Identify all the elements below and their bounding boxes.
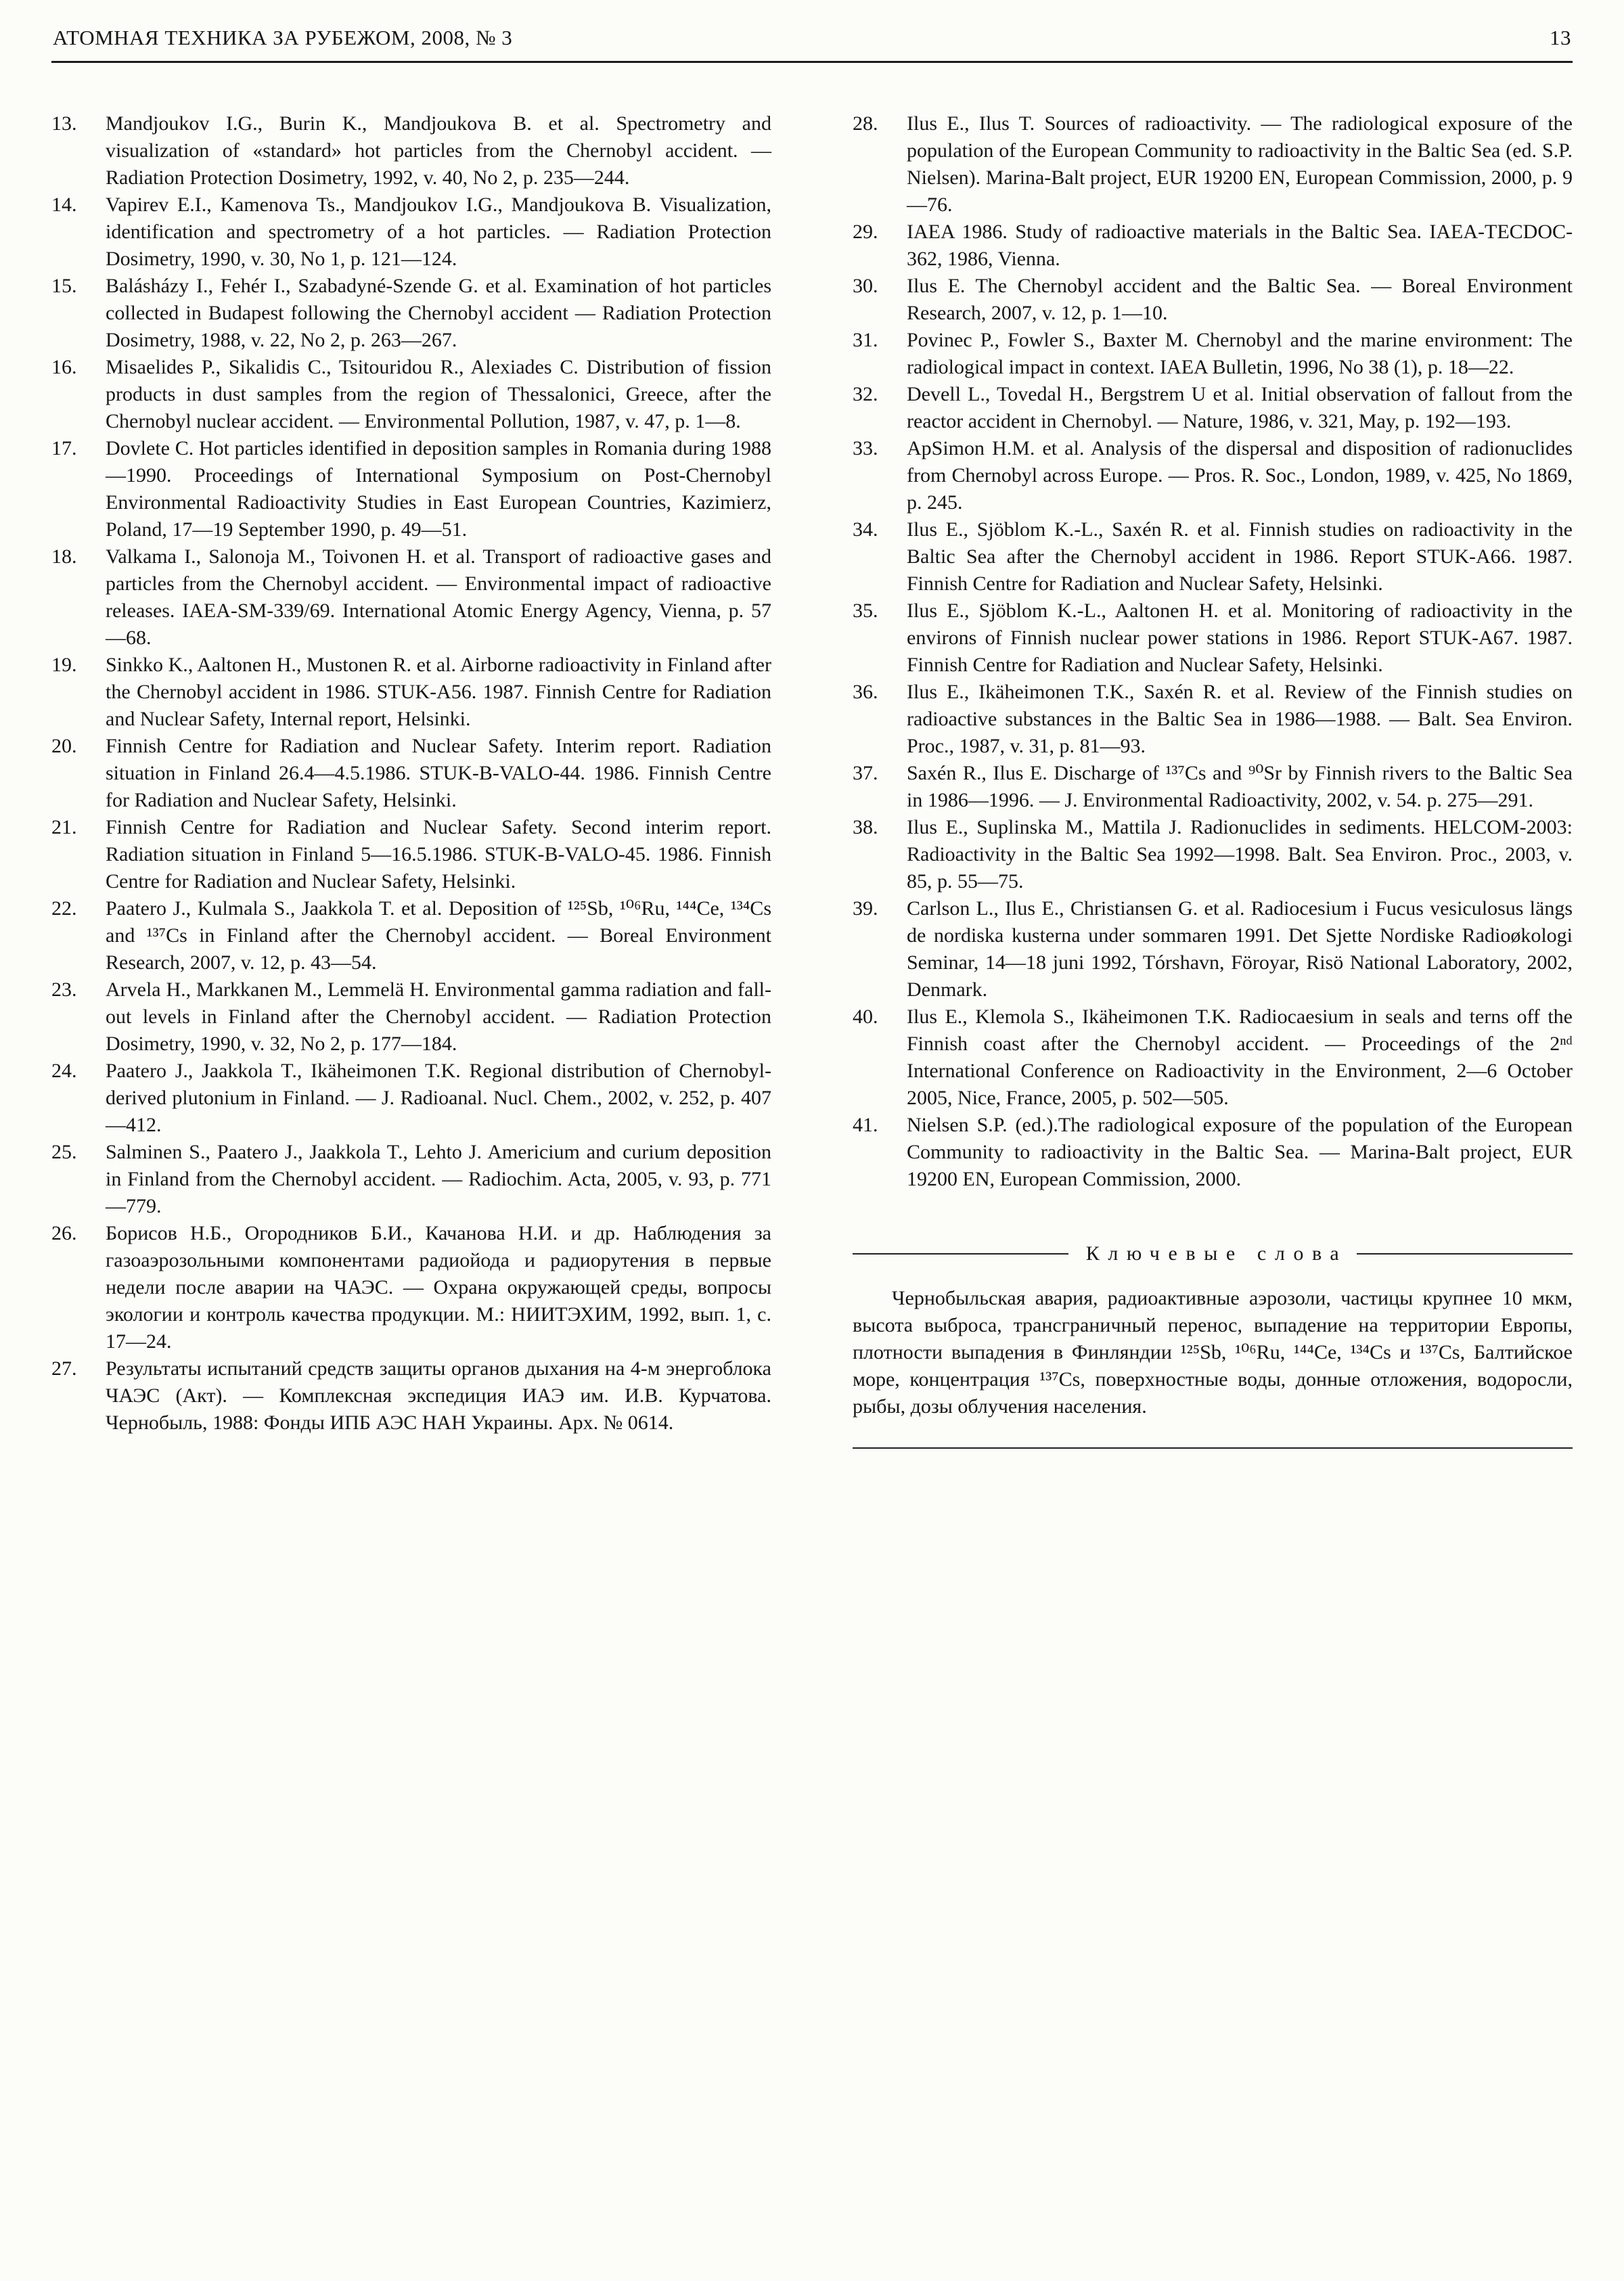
reference-item [51,1220,771,1355]
reference-number: 40. [853,1006,878,1028]
reference-item [51,976,771,1058]
reference-item [51,1355,771,1437]
reference-number: 18. [51,545,77,568]
reference-item [51,354,771,435]
reference-number: 25. [51,1141,77,1163]
keywords-rule-right [1357,1253,1573,1255]
end-of-article-rule [853,1447,1573,1449]
reference-number: 14. [51,194,77,216]
reference-text: Ilus E., Klemola S., Ikäheimonen T.K. Radiocaesium in seals and terns off the Finnish coast after the Chernobyl accident. — Proceedings of the 2ⁿᵈ International Conference on Radioactivity in the Environment, 2—6 October 2005, Nice, France, 2005, p. 502—505. [907,1006,1573,1109]
reference-text: Nielsen S.P. (ed.).The radiological exposure of the population of the European Community to radioactivity in the Baltic Sea. — Marina-Balt project, EUR 19200 EN, European Commission, 2000. [907,1114,1573,1190]
reference-number: 13. [51,112,77,135]
reference-number: 20. [51,735,77,757]
reference-text: Mandjoukov I.G., Burin K., Mandjoukova B. et al. Spectrometry and visualization of «standard» hot particles from the Chernobyl accident. — Radiation Protection Dosimetry, 1992, v. 40, No 2, p. 235—244. [106,112,771,189]
reference-text: IAEA 1986. Study of radioactive materials in the Baltic Sea. IAEA-TECDOC-362, 1986, Vienna. [907,221,1573,270]
reference-item [853,219,1573,273]
keywords-heading [853,1240,1573,1267]
reference-item [51,733,771,814]
reference-text: Arvela H., Markkanen M., Lemmelä H. Environmental gamma radiation and fall-out levels in Finland after the Chernobyl accident. — Radiation Protection Dosimetry, 1990, v. 32, No 2, p. 177—184. [106,978,771,1055]
reference-text: Ilus E. The Chernobyl accident and the Baltic Sea. — Boreal Environment Research, 2007, v. 12, p. 1—10. [907,275,1573,324]
reference-number: 33. [853,437,878,459]
reference-number: 36. [853,681,878,703]
reference-number: 28. [853,112,878,135]
reference-text: Sinkko K., Aaltonen H., Mustonen R. et al. Airborne radioactivity in Finland after the Chernobyl accident in 1986. STUK-A56. 1987. Finnish Centre for Radiation and Nuclear Safety, Internal report, Helsinki. [106,654,771,730]
reference-text: Ilus E., Ikäheimonen T.K., Saxén R. et al. Review of the Finnish studies on radioactive substances in the Baltic Sea in 1986—1988. — Balt. Sea Environ. Proc., 1987, v. 31, p. 81—93. [907,681,1573,757]
reference-item [853,679,1573,760]
reference-text: Carlson L., Ilus E., Christiansen G. et al. Radiocesium i Fucus vesiculosus längs de nordiska kusterna under sommaren 1991. Det Sjette Nordiske Radioøkologi Seminar, 14—18 juni 1992, Tórshavn, Föroyar, Risö National Laboratory, 2002, Denmark. [907,897,1573,1001]
reference-text: Ilus E., Suplinska M., Mattila J. Radionuclides in sediments. HELCOM-2003: Radioactivity in the Baltic Sea 1992—1998. Balt. Sea Environ. Proc., 2003, v. 85, p. 55—75. [907,816,1573,893]
reference-text: Devell L., Tovedal H., Bergstrem U et al. Initial observation of fallout from the reactor accident in Chernobyl. — Nature, 1986, v. 321, May, p. 192—193. [907,383,1573,432]
header-rule [51,61,1573,63]
reference-number: 34. [853,518,878,541]
reference-text: Результаты испытаний средств защиты органов дыхания на 4-м энергоблока ЧАЭС (Акт). — Комплексная экспедиция ИАЭ им. И.В. Курчатова. Чернобыль, 1988: Фонды ИПБ АЭС НАН Украины. Арх. № 0614. [106,1357,771,1434]
reference-number: 19. [51,654,77,676]
references-list [51,110,1573,1449]
reference-item [51,895,771,976]
reference-item [51,652,771,733]
reference-text: Ilus E., Ilus T. Sources of radioactivity. — The radiological exposure of the population of the European Community to radioactivity in the Baltic Sea (ed. S.P. Nielsen). Marina-Balt project, EUR 19200 EN, European Commission, 2000, p. 9—76. [907,112,1573,216]
keywords-section [853,1240,1573,1449]
reference-number: 37. [853,762,878,784]
reference-text: Salminen S., Paatero J., Jaakkola T., Lehto J. Americium and curium deposition in Finland from the Chernobyl accident. — Radiochim. Acta, 2005, v. 93, p. 771—779. [106,1141,771,1217]
reference-text: Povinec P., Fowler S., Baxter M. Chernobyl and the marine environment: The radiological impact in context. IAEA Bulletin, 1996, No 38 (1), p. 18—22. [907,329,1573,378]
reference-text: Finnish Centre for Radiation and Nuclear Safety. Interim report. Radiation situation in Finland 26.4—4.5.1986. STUK-B-VALO-44. 1986. Finnish Centre for Radiation and Nuclear Safety, Helsinki. [106,735,771,811]
reference-number: 31. [853,329,878,351]
page-number: 13 [1550,26,1571,49]
reference-number: 39. [853,897,878,920]
reference-text: Борисов Н.Б., Огородников Б.И., Качанова Н.И. и др. Наблюдения за газоаэрозольными компонентами радиойода и радиорутения в первые недели после аварии на ЧАЭС. — Охрана окружающей среды, вопросы экологии и контроль качества продукции. М.: НИИТЭХИМ, 1992, вып. 1, с. 17—24. [106,1222,771,1353]
reference-number: 26. [51,1222,77,1244]
page-header [51,18,1573,61]
reference-item [853,327,1573,381]
reference-item [853,814,1573,895]
reference-number: 41. [853,1114,878,1136]
reference-text: ApSimon H.M. et al. Analysis of the dispersal and disposition of radionuclides from Chernobyl across Europe. — Pros. R. Soc., London, 1989, v. 425, No 1869, p. 245. [907,437,1573,514]
references-column-right [853,110,1573,1449]
reference-item [853,435,1573,516]
reference-item [853,516,1573,597]
reference-number: 16. [51,356,77,378]
reference-item [51,543,771,652]
reference-item [853,1003,1573,1112]
reference-text: Ilus E., Sjöblom K.-L., Saxén R. et al. Finnish studies on radioactivity in the Baltic Sea after the Chernobyl accident in 1986. Report STUK-A66. 1987. Finnish Centre for Radiation and Nuclear Safety, Helsinki. [907,518,1573,595]
reference-text: Misaelides P., Sikalidis C., Tsitouridou R., Alexiades C. Distribution of fission products in dust samples from the region of Thessalonici, Greece, after the Chernobyl nuclear accident. — Environmental Pollution, 1987, v. 47, p. 1—8. [106,356,771,432]
reference-text: Saxén R., Ilus E. Discharge of ¹³⁷Cs and ⁹⁰Sr by Finnish rivers to the Baltic Sea in 1986—1996. — J. Environmental Radioactivity, 2002, v. 54. p. 275—291. [907,762,1573,811]
reference-text: Dovlete C. Hot particles identified in deposition samples in Romania during 1988—1990. Proceedings of International Symposium on Post-Chernobyl Environmental Radioactivity Studies in East European Countries, Kazimierz, Poland, 17—19 September 1990, p. 49—51. [106,437,771,541]
reference-number: 23. [51,978,77,1001]
reference-text: Vapirev E.I., Kamenova Ts., Mandjoukov I.G., Mandjoukova B. Visualization, identification and spectrometry of a hot particles. — Radiation Protection Dosimetry, 1990, v. 30, No 1, p. 121—124. [106,194,771,270]
reference-item [853,110,1573,219]
keywords-title: Ключевые слова [1085,1242,1348,1265]
reference-number: 17. [51,437,77,459]
reference-number: 35. [853,600,878,622]
reference-number: 24. [51,1060,77,1082]
reference-text: Finnish Centre for Radiation and Nuclear Safety. Second interim report. Radiation situation in Finland 5—16.5.1986. STUK-B-VALO-45. 1986. Finnish Centre for Radiation and Nuclear Safety, Helsinki. [106,816,771,893]
reference-number: 29. [853,221,878,243]
reference-text: Balásházy I., Fehér I., Szabadyné-Szende G. et al. Examination of hot particles collected in Budapest following the Chernobyl accident — Radiation Protection Dosimetry, 1988, v. 22, No 2, p. 263—267. [106,275,771,351]
reference-item [51,435,771,543]
reference-item [853,1112,1573,1193]
reference-number: 21. [51,816,77,838]
reference-item [853,597,1573,679]
reference-text: Valkama I., Salonoja M., Toivonen H. et al. Transport of radioactive gases and particles from the Chernobyl accident. — Environmental impact of radioactive releases. IAEA-SM-339/69. International Atomic Energy Agency, Vienna, p. 57—68. [106,545,771,649]
reference-number: 38. [853,816,878,838]
reference-number: 22. [51,897,77,920]
keywords-text: Чернобыльская авария, радиоактивные аэрозоли, частицы крупнее 10 мкм, высота выброса, трансграничный перенос, выпадение на территории Европы, плотности выпадения в Финляндии ¹²⁵Sb, ¹⁰⁶Ru, ¹⁴⁴Ce, ¹³⁴Cs и ¹³⁷Cs, Балтийское море, концентрация ¹³⁷Cs, поверхностные воды, донные отложения, водоросли, рыбы, дозы облучения населения. [853,1287,1573,1418]
reference-item [51,1139,771,1220]
reference-item [853,273,1573,327]
reference-number: 27. [51,1357,77,1380]
reference-item [853,381,1573,435]
reference-item [51,1058,771,1139]
reference-item [853,760,1573,814]
reference-text: Paatero J., Kulmala S., Jaakkola T. et al. Deposition of ¹²⁵Sb, ¹⁰⁶Ru, ¹⁴⁴Ce, ¹³⁴Cs and ¹³⁷Cs in Finland after the Chernobyl accident. — Boreal Environment Research, 2007, v. 12, p. 43—54. [106,897,771,974]
reference-item [51,273,771,354]
keywords-rule-left [853,1253,1068,1255]
reference-text: Paatero J., Jaakkola T., Ikäheimonen T.K. Regional distribution of Chernobyl-derived plutonium in Finland. — J. Radioanal. Nucl. Chem., 2002, v. 252, p. 407—412. [106,1060,771,1136]
reference-item [853,895,1573,1003]
reference-item [51,110,771,191]
reference-number: 30. [853,275,878,297]
reference-item [51,191,771,273]
references-column-left [51,110,771,1449]
reference-text: Ilus E., Sjöblom K.-L., Aaltonen H. et al. Monitoring of radioactivity in the environs of Finnish nuclear power stations in 1986. Report STUK-A67. 1987. Finnish Centre for Radiation and Nuclear Safety, Helsinki. [907,600,1573,676]
reference-item [51,814,771,895]
reference-number: 32. [853,383,878,405]
reference-number: 15. [51,275,77,297]
journal-title: АТОМНАЯ ТЕХНИКА ЗА РУБЕЖОМ, 2008, № 3 [53,26,513,49]
